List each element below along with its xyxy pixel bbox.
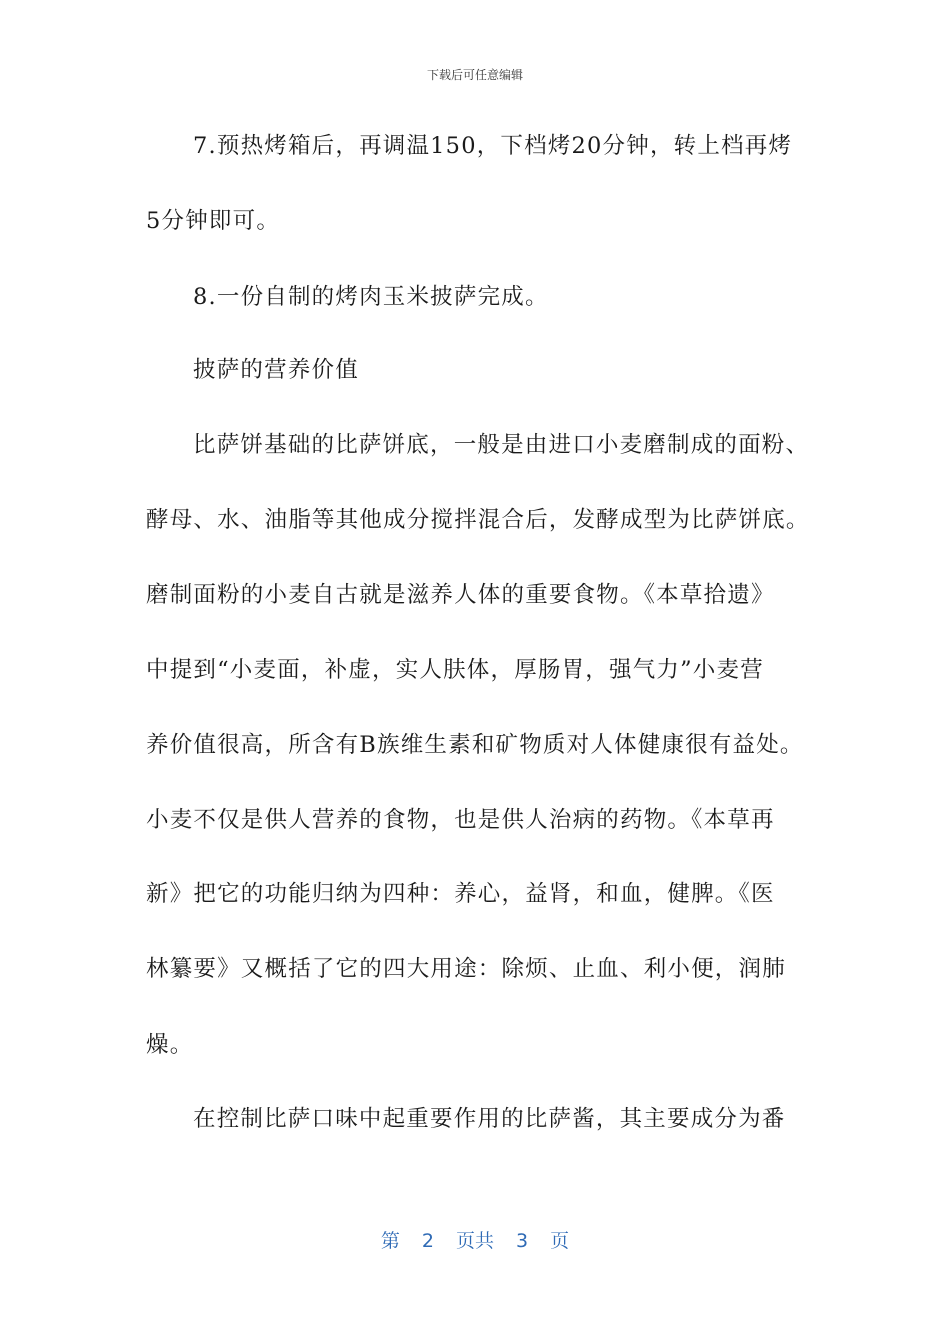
paragraph-line: 7.预热烤箱后，再调温150，下档烤20分钟，转上档再烤 <box>193 133 793 159</box>
paragraph-line: 酵母、水、油脂等其他成分搅拌混合后，发酵成型为比萨饼底。 <box>146 507 810 533</box>
paragraph-line: 燥。 <box>146 1032 194 1058</box>
paragraph-line: 在控制比萨口味中起重要作用的比萨酱，其主要成分为番 <box>193 1106 786 1132</box>
total-page-number: 3 <box>516 1230 529 1252</box>
paragraph-line: 5分钟即可。 <box>146 208 281 234</box>
paragraph-line: 新》把它的功能归纳为四种：养心，益肾，和血，健脾。《医 <box>146 881 775 907</box>
paragraph-line: 中提到“小麦面，补虚，实人肤体，厚肠胃，强气力”小麦营 <box>146 657 764 683</box>
section-heading: 披萨的营养价值 <box>193 357 359 383</box>
paragraph-line: 小麦不仅是供人营养的食物，也是供人治病的药物。《本草再 <box>146 807 775 833</box>
page-footer <box>0 1226 950 1253</box>
page-header: 下载后可任意编辑 <box>426 68 523 82</box>
paragraph-line: 林纂要》又概括了它的四大用途：除烦、止血、利小便，润肺 <box>146 956 786 982</box>
current-page-number: 2 <box>421 1230 434 1252</box>
paragraph-line: 磨制面粉的小麦自古就是滋养人体的重要食物。《本草拾遗》 <box>146 582 775 608</box>
paragraph-line: 8.一份自制的烤肉玉米披萨完成。 <box>193 284 549 310</box>
footer-suffix: 页 <box>550 1230 570 1252</box>
paragraph-line: 比萨饼基础的比萨饼底，一般是由进口小麦磨制成的面粉、 <box>193 432 810 458</box>
paragraph-line: 养价值很高，所含有B族维生素和矿物质对人体健康很有益处。 <box>146 732 804 758</box>
footer-prefix: 第 <box>380 1230 400 1252</box>
footer-middle: 页共 <box>455 1230 494 1252</box>
